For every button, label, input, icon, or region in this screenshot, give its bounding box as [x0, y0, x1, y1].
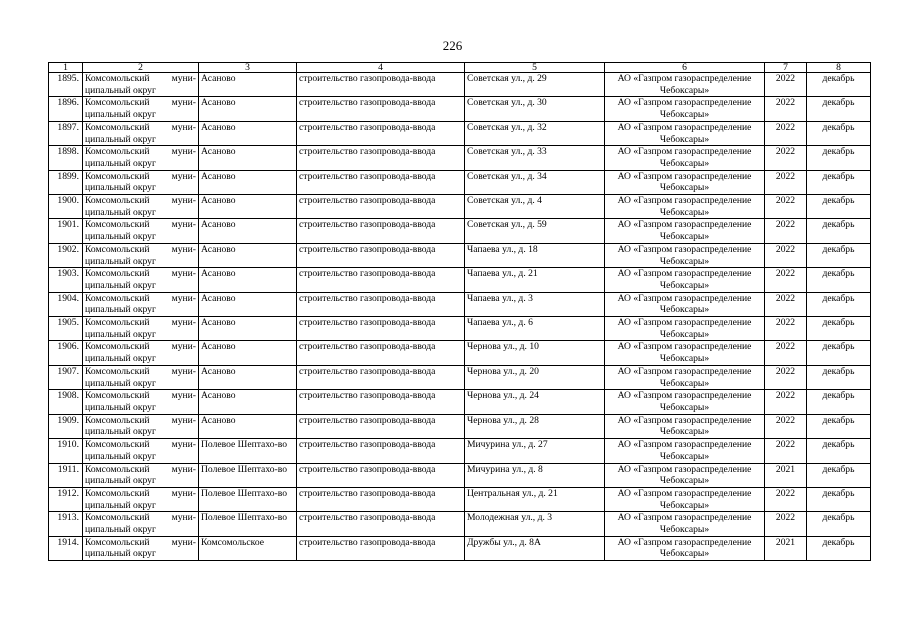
month-cell: декабрь — [807, 365, 871, 389]
work-type-cell: строительство газопровода-ввода — [297, 439, 465, 463]
work-type-cell: строительство газопровода-ввода — [297, 390, 465, 414]
work-type-cell: строительство газопровода-ввода — [297, 341, 465, 365]
district-cell: Комсомольский муни-ципальный округ — [83, 195, 199, 219]
year-cell: 2022 — [765, 292, 807, 316]
organization-cell: АО «Газпром газораспределение Чебоксары» — [605, 487, 765, 511]
table-row — [49, 463, 871, 487]
month-cell: декабрь — [807, 268, 871, 292]
row-number-cell: 1910. — [49, 439, 83, 463]
row-number-cell: 1895. — [49, 73, 83, 97]
month-cell: декабрь — [807, 243, 871, 267]
table-header — [49, 63, 871, 73]
year-cell: 2022 — [765, 341, 807, 365]
row-number-cell: 1913. — [49, 512, 83, 536]
year-cell: 2022 — [765, 243, 807, 267]
table-row — [49, 121, 871, 145]
organization-cell: АО «Газпром газораспределение Чебоксары» — [605, 439, 765, 463]
page-number: 226 — [442, 38, 463, 53]
month-cell: декабрь — [807, 439, 871, 463]
locality-cell: Полевое Шептахо-во — [199, 487, 297, 511]
district-cell: Комсомольский муни-ципальный округ — [83, 487, 199, 511]
month-cell: декабрь — [807, 146, 871, 170]
month-cell: декабрь — [807, 390, 871, 414]
address-cell: Чапаева ул., д. 21 — [465, 268, 605, 292]
work-type-cell: строительство газопровода-ввода — [297, 146, 465, 170]
month-cell: декабрь — [807, 73, 871, 97]
organization-cell: АО «Газпром газораспределение Чебоксары» — [605, 121, 765, 145]
month-cell: декабрь — [807, 463, 871, 487]
year-cell: 2022 — [765, 512, 807, 536]
year-cell: 2022 — [765, 487, 807, 511]
table-row — [49, 341, 871, 365]
work-type-cell: строительство газопровода-ввода — [297, 243, 465, 267]
row-number-cell: 1904. — [49, 292, 83, 316]
year-cell: 2022 — [765, 439, 807, 463]
table-body — [49, 73, 871, 561]
address-cell: Советская ул., д. 59 — [465, 219, 605, 243]
work-type-cell: строительство газопровода-ввода — [297, 97, 465, 121]
year-cell: 2022 — [765, 146, 807, 170]
year-cell: 2022 — [765, 365, 807, 389]
year-cell: 2022 — [765, 414, 807, 438]
address-cell: Советская ул., д. 33 — [465, 146, 605, 170]
month-cell: декабрь — [807, 170, 871, 194]
district-cell: Комсомольский муни-ципальный округ — [83, 463, 199, 487]
year-cell: 2022 — [765, 195, 807, 219]
district-cell: Комсомольский муни-ципальный округ — [83, 536, 199, 560]
locality-cell: Асаново — [199, 317, 297, 341]
column-header: 1 — [49, 63, 83, 73]
row-number-cell: 1905. — [49, 317, 83, 341]
locality-cell: Полевое Шептахо-во — [199, 439, 297, 463]
organization-cell: АО «Газпром газораспределение Чебоксары» — [605, 414, 765, 438]
organization-cell: АО «Газпром газораспределение Чебоксары» — [605, 97, 765, 121]
organization-cell: АО «Газпром газораспределение Чебоксары» — [605, 268, 765, 292]
row-number-cell: 1902. — [49, 243, 83, 267]
locality-cell: Полевое Шептахо-во — [199, 512, 297, 536]
locality-cell: Комсомольское — [199, 536, 297, 560]
work-type-cell: строительство газопровода-ввода — [297, 121, 465, 145]
table-row — [49, 317, 871, 341]
organization-cell: АО «Газпром газораспределение Чебоксары» — [605, 365, 765, 389]
month-cell: декабрь — [807, 121, 871, 145]
address-cell: Советская ул., д. 30 — [465, 97, 605, 121]
work-type-cell: строительство газопровода-ввода — [297, 536, 465, 560]
organization-cell: АО «Газпром газораспределение Чебоксары» — [605, 390, 765, 414]
column-header: 8 — [807, 63, 871, 73]
locality-cell: Асаново — [199, 414, 297, 438]
organization-cell: АО «Газпром газораспределение Чебоксары» — [605, 463, 765, 487]
work-type-cell: строительство газопровода-ввода — [297, 170, 465, 194]
month-cell: декабрь — [807, 97, 871, 121]
district-cell: Комсомольский муни-ципальный округ — [83, 512, 199, 536]
year-cell: 2021 — [765, 536, 807, 560]
row-number-cell: 1900. — [49, 195, 83, 219]
address-cell: Мичурина ул., д. 27 — [465, 439, 605, 463]
year-cell: 2022 — [765, 170, 807, 194]
month-cell: декабрь — [807, 195, 871, 219]
work-type-cell: строительство газопровода-ввода — [297, 463, 465, 487]
row-number-cell: 1896. — [49, 97, 83, 121]
address-cell: Чернова ул., д. 24 — [465, 390, 605, 414]
table-row — [49, 170, 871, 194]
column-header: 3 — [199, 63, 297, 73]
work-type-cell: строительство газопровода-ввода — [297, 487, 465, 511]
work-type-cell: строительство газопровода-ввода — [297, 219, 465, 243]
address-cell: Мичурина ул., д. 8 — [465, 463, 605, 487]
column-header: 5 — [465, 63, 605, 73]
table-row — [49, 146, 871, 170]
address-cell: Чапаева ул., д. 18 — [465, 243, 605, 267]
row-number-cell: 1907. — [49, 365, 83, 389]
locality-cell: Полевое Шептахо-во — [199, 463, 297, 487]
row-number-cell: 1914. — [49, 536, 83, 560]
locality-cell: Асаново — [199, 121, 297, 145]
organization-cell: АО «Газпром газораспределение Чебоксары» — [605, 292, 765, 316]
locality-cell: Асаново — [199, 243, 297, 267]
district-cell: Комсомольский муни-ципальный округ — [83, 219, 199, 243]
address-cell: Чапаева ул., д. 3 — [465, 292, 605, 316]
address-cell: Чернова ул., д. 20 — [465, 365, 605, 389]
row-number-cell: 1908. — [49, 390, 83, 414]
column-header: 6 — [605, 63, 765, 73]
district-cell: Комсомольский муни-ципальный округ — [83, 414, 199, 438]
month-cell: декабрь — [807, 512, 871, 536]
locality-cell: Асаново — [199, 341, 297, 365]
table-row — [49, 512, 871, 536]
district-cell: Комсомольский муни-ципальный округ — [83, 341, 199, 365]
table-row — [49, 97, 871, 121]
locality-cell: Асаново — [199, 195, 297, 219]
table-row — [49, 195, 871, 219]
table-row — [49, 268, 871, 292]
district-cell: Комсомольский муни-ципальный округ — [83, 146, 199, 170]
organization-cell: АО «Газпром газораспределение Чебоксары» — [605, 73, 765, 97]
year-cell: 2022 — [765, 317, 807, 341]
month-cell: декабрь — [807, 292, 871, 316]
month-cell: декабрь — [807, 317, 871, 341]
locality-cell: Асаново — [199, 97, 297, 121]
organization-cell: АО «Газпром газораспределение Чебоксары» — [605, 536, 765, 560]
district-cell: Комсомольский муни-ципальный округ — [83, 243, 199, 267]
row-number-cell: 1899. — [49, 170, 83, 194]
address-cell: Советская ул., д. 29 — [465, 73, 605, 97]
header-row — [49, 63, 871, 73]
year-cell: 2022 — [765, 121, 807, 145]
year-cell: 2022 — [765, 219, 807, 243]
register-table — [48, 62, 871, 561]
organization-cell: АО «Газпром газораспределение Чебоксары» — [605, 341, 765, 365]
organization-cell: АО «Газпром газораспределение Чебоксары» — [605, 219, 765, 243]
row-number-cell: 1897. — [49, 121, 83, 145]
address-cell: Советская ул., д. 4 — [465, 195, 605, 219]
address-cell: Чернова ул., д. 28 — [465, 414, 605, 438]
table-row — [49, 219, 871, 243]
table-row — [49, 487, 871, 511]
row-number-cell: 1906. — [49, 341, 83, 365]
work-type-cell: строительство газопровода-ввода — [297, 73, 465, 97]
row-number-cell: 1909. — [49, 414, 83, 438]
locality-cell: Асаново — [199, 365, 297, 389]
district-cell: Комсомольский муни-ципальный округ — [83, 121, 199, 145]
table-row — [49, 414, 871, 438]
address-cell: Советская ул., д. 32 — [465, 121, 605, 145]
district-cell: Комсомольский муни-ципальный округ — [83, 268, 199, 292]
row-number-cell: 1911. — [49, 463, 83, 487]
district-cell: Комсомольский муни-ципальный округ — [83, 439, 199, 463]
address-cell: Дружбы ул., д. 8А — [465, 536, 605, 560]
column-header: 2 — [83, 63, 199, 73]
locality-cell: Асаново — [199, 292, 297, 316]
work-type-cell: строительство газопровода-ввода — [297, 512, 465, 536]
district-cell: Комсомольский муни-ципальный округ — [83, 390, 199, 414]
table-row — [49, 243, 871, 267]
table-row — [49, 365, 871, 389]
organization-cell: АО «Газпром газораспределение Чебоксары» — [605, 512, 765, 536]
locality-cell: Асаново — [199, 146, 297, 170]
table-row — [49, 439, 871, 463]
month-cell: декабрь — [807, 414, 871, 438]
district-cell: Комсомольский муни-ципальный округ — [83, 365, 199, 389]
locality-cell: Асаново — [199, 73, 297, 97]
work-type-cell: строительство газопровода-ввода — [297, 268, 465, 292]
locality-cell: Асаново — [199, 219, 297, 243]
address-cell: Центральная ул., д. 21 — [465, 487, 605, 511]
column-header: 7 — [765, 63, 807, 73]
work-type-cell: строительство газопровода-ввода — [297, 195, 465, 219]
address-cell: Чернова ул., д. 10 — [465, 341, 605, 365]
year-cell: 2022 — [765, 390, 807, 414]
work-type-cell: строительство газопровода-ввода — [297, 317, 465, 341]
table-row — [49, 390, 871, 414]
year-cell: 2021 — [765, 463, 807, 487]
month-cell: декабрь — [807, 536, 871, 560]
address-cell: Советская ул., д. 34 — [465, 170, 605, 194]
table-row — [49, 292, 871, 316]
district-cell: Комсомольский муни-ципальный округ — [83, 97, 199, 121]
month-cell: декабрь — [807, 341, 871, 365]
locality-cell: Асаново — [199, 268, 297, 292]
work-type-cell: строительство газопровода-ввода — [297, 292, 465, 316]
organization-cell: АО «Газпром газораспределение Чебоксары» — [605, 170, 765, 194]
row-number-cell: 1898. — [49, 146, 83, 170]
district-cell: Комсомольский муни-ципальный округ — [83, 292, 199, 316]
district-cell: Комсомольский муни-ципальный округ — [83, 317, 199, 341]
organization-cell: АО «Газпром газораспределение Чебоксары» — [605, 317, 765, 341]
row-number-cell: 1903. — [49, 268, 83, 292]
row-number-cell: 1912. — [49, 487, 83, 511]
address-cell: Молодежная ул., д. 3 — [465, 512, 605, 536]
address-cell: Чапаева ул., д. 6 — [465, 317, 605, 341]
year-cell: 2022 — [765, 97, 807, 121]
year-cell: 2022 — [765, 268, 807, 292]
organization-cell: АО «Газпром газораспределение Чебоксары» — [605, 243, 765, 267]
organization-cell: АО «Газпром газораспределение Чебоксары» — [605, 146, 765, 170]
locality-cell: Асаново — [199, 170, 297, 194]
table-row — [49, 73, 871, 97]
table-row — [49, 536, 871, 560]
locality-cell: Асаново — [199, 390, 297, 414]
work-type-cell: строительство газопровода-ввода — [297, 365, 465, 389]
district-cell: Комсомольский муни-ципальный округ — [83, 170, 199, 194]
row-number-cell: 1901. — [49, 219, 83, 243]
district-cell: Комсомольский муни-ципальный округ — [83, 73, 199, 97]
year-cell: 2022 — [765, 73, 807, 97]
organization-cell: АО «Газпром газораспределение Чебоксары» — [605, 195, 765, 219]
month-cell: декабрь — [807, 487, 871, 511]
work-type-cell: строительство газопровода-ввода — [297, 414, 465, 438]
column-header: 4 — [297, 63, 465, 73]
month-cell: декабрь — [807, 219, 871, 243]
